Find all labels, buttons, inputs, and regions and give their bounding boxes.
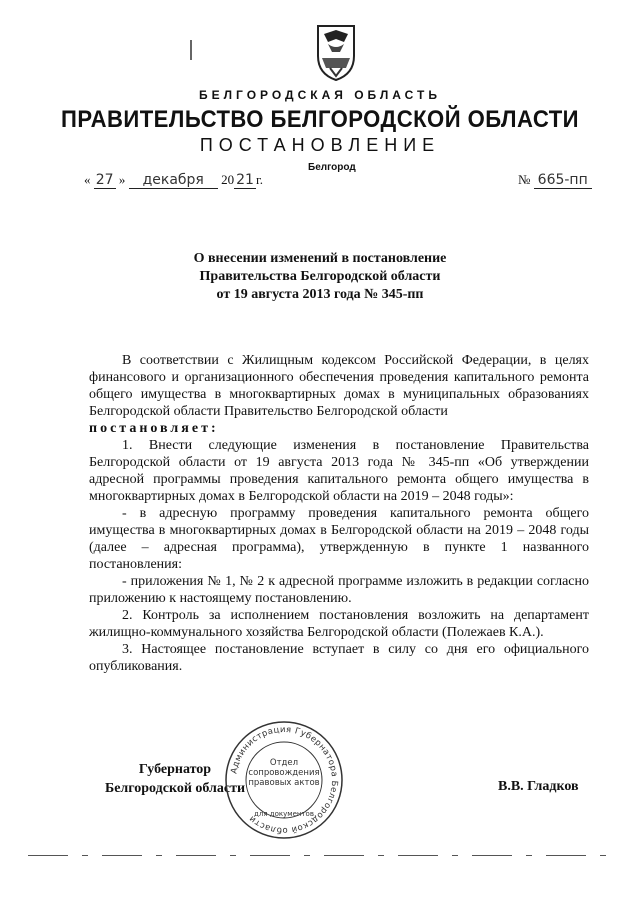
preamble-paragraph: В соответствии с Жилищным кодексом Российской Федерации, в целях финансового и организационного обеспечения проведения капитального ремонта общего имущества в многоквартирных домах в муниципальных образованиях Белгородской области Правительство Белгородской области <box>89 353 589 419</box>
government-name: ПРАВИТЕЛЬСТВО БЕЛГОРОДСКОЙ ОБЛАСТИ <box>61 106 579 133</box>
city-name: Белгород <box>308 162 356 173</box>
clause-1-subitem: - в адресную программу проведения капитального ремонта общего имущества в многоквартирных домах в Белгородской области на 2019 – 2048 годы (далее – адресная программа), утвержденную в пункте 1 названного постановления: <box>89 506 589 572</box>
signatory-name: В.В. Гладков <box>498 779 579 794</box>
title-line-2: Правительства Белгородской области <box>199 269 441 284</box>
date-year-suffix: 21 <box>236 172 254 188</box>
date-month: декабря <box>129 172 218 189</box>
clause-1-appendix: - приложения № 1, № 2 к адресной программе изложить в редакции согласно приложению к настоящему постановлению. <box>89 574 589 606</box>
date-day: 27 <box>95 172 114 188</box>
official-stamp <box>222 718 346 842</box>
document-body <box>89 352 589 675</box>
document-number <box>518 172 592 188</box>
coat-of-arms-emblem <box>310 22 362 84</box>
date-year-abbr: г. <box>255 172 264 187</box>
clause-1: 1. Внести следующие изменения в постановление Правительства Белгородской области от 19 августа 2013 года № 345-пп «Об утверждении адресной программы проведения капитального ремонта общего имущества в многоквартирных домах в Белгородской области на 2019 – 2048 годы»: <box>89 438 589 504</box>
margin-mark <box>190 40 192 60</box>
stamp-bottom-text: для документов <box>254 810 314 818</box>
footer-dashed-line <box>28 855 618 856</box>
signatory-title-line-2: Белгородской области <box>104 781 246 796</box>
stamp-center-text: Отдел сопровождения правовых актов <box>248 758 320 788</box>
stamp-ring-text: Администрация Губернатора Белгородской области <box>229 724 340 836</box>
decree-word: постановляет: <box>89 421 219 436</box>
region-name: БЕЛГОРОДСКАЯ ОБЛАСТЬ <box>199 88 441 102</box>
document-date <box>84 172 263 188</box>
number-value: 665-пп <box>534 172 592 189</box>
number-label: № <box>518 172 531 187</box>
clause-2: 2. Контроль за исполнением постановления возложить на департамент жилищно-коммунального хозяйства Белгородской области (Полежаев К.А.). <box>89 608 589 640</box>
date-year-prefix: 20 <box>221 172 235 187</box>
title-line-3: от 19 августа 2013 года № 345-пп <box>216 287 424 302</box>
signatory-title-line-1: Губернатор <box>138 762 212 777</box>
title-line-1: О внесении изменений в постановление <box>193 251 447 266</box>
document-type: ПОСТАНОВЛЕНИЕ <box>199 135 441 155</box>
date-close-quote: » <box>118 172 126 187</box>
document-title <box>0 250 640 304</box>
clause-3: 3. Настоящее постановление вступает в силу со дня его официального опубликования. <box>89 642 589 674</box>
date-open-quote: « <box>84 172 91 187</box>
